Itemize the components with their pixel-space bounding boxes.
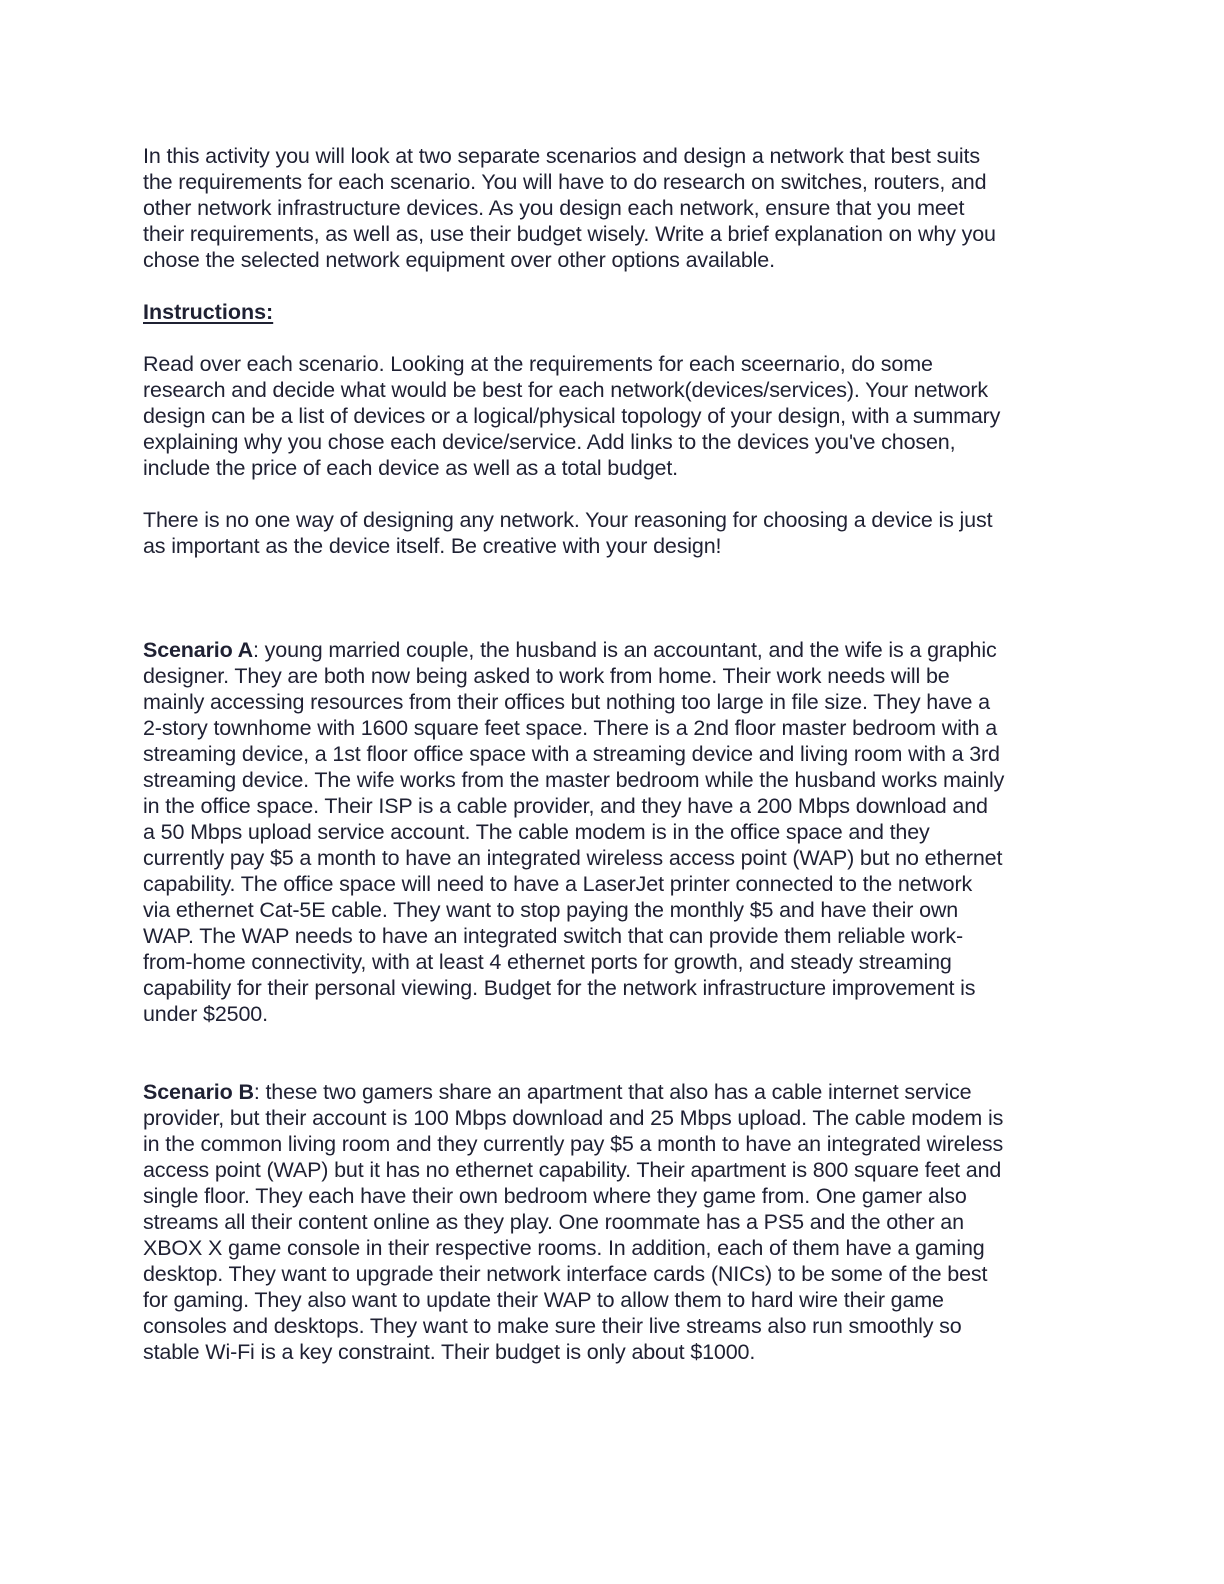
scenario-b-first-line bbox=[143, 1079, 1103, 1105]
intro-line: the requirements for each scenario. You will have to do research on switches, routers, and bbox=[143, 170, 987, 194]
intro-line: In this activity you will look at two separate scenarios and design a network that best suits bbox=[143, 144, 980, 168]
scenario-a-line: under $2500. bbox=[143, 1002, 268, 1026]
scenario-b-line: desktop. They want to upgrade their network interface cards (NICs) to be some of the best bbox=[143, 1262, 988, 1286]
intro-paragraph bbox=[143, 143, 1103, 273]
instructions-line: include the price of each device as well as a total budget. bbox=[143, 456, 678, 480]
intro-line: other network infrastructure devices. As you design each network, ensure that you meet bbox=[143, 196, 965, 220]
intro-line: their requirements, as well as, use their budget wisely. Write a brief explanation on why you bbox=[143, 222, 996, 246]
spacer bbox=[143, 1027, 1103, 1079]
scenario-b-line: access point (WAP) but it has no ethernet capability. Their apartment is 800 square feet and bbox=[143, 1158, 1002, 1182]
instructions-paragraph bbox=[143, 351, 1103, 481]
spacer bbox=[143, 481, 1103, 507]
scenario-a-line: in the office space. Their ISP is a cable provider, and they have a 200 Mbps download and bbox=[143, 794, 988, 818]
scenario-a-line: a 50 Mbps upload service account. The cable modem is in the office space and they bbox=[143, 820, 930, 844]
scenario-a-line: streaming device, a 1st floor office space with a streaming device and living room with a 3rd bbox=[143, 742, 1000, 766]
scenario-b-line: provider, but their account is 100 Mbps download and 25 Mbps upload. The cable modem is bbox=[143, 1106, 1004, 1130]
scenario-a-line: 2-story townhome with 1600 square feet space. There is a 2nd floor master bedroom with a bbox=[143, 716, 998, 740]
spacer bbox=[143, 559, 1103, 637]
scenario-a-label: Scenario A bbox=[143, 638, 254, 662]
scenario-a-line: currently pay $5 a month to have an integrated wireless access point (WAP) but no ethernet bbox=[143, 846, 1003, 870]
scenario-a-line: capability for their personal viewing. Budget for the network infrastructure improvement is bbox=[143, 976, 976, 1000]
instructions-heading: Instructions: bbox=[143, 300, 274, 324]
instructions-line: Read over each scenario. Looking at the requirements for each sceernario, do some bbox=[143, 352, 933, 376]
scenario-b-line: consoles and desktops. They want to make sure their live streams also run smoothly so bbox=[143, 1314, 962, 1338]
scenario-b-line: single floor. They each have their own bedroom where they game from. One gamer also bbox=[143, 1184, 967, 1208]
scenario-b-line: in the common living room and they currently pay $5 a month to have an integrated wireless bbox=[143, 1132, 1004, 1156]
scenario-b-line: for gaming. They also want to update their WAP to allow them to hard wire their game bbox=[143, 1288, 944, 1312]
instructions-line: explaining why you chose each device/service. Add links to the devices you've chosen, bbox=[143, 430, 956, 454]
document-page bbox=[143, 143, 1103, 1365]
scenario-a-line: mainly accessing resources from their offices but nothing too large in file size. They have a bbox=[143, 690, 990, 714]
scenario-a-line: capability. The office space will need to have a LaserJet printer connected to the network bbox=[143, 872, 973, 896]
scenario-a-line: WAP. The WAP needs to have an integrated switch that can provide them reliable work- bbox=[143, 924, 963, 948]
scenario-a-paragraph bbox=[143, 637, 1103, 1027]
scenario-a-line: designer. They are both now being asked to work from home. Their work needs will be bbox=[143, 664, 950, 688]
scenario-a-line: streaming device. The wife works from the master bedroom while the husband works mainly bbox=[143, 768, 1005, 792]
intro-line: chose the selected network equipment over other options available. bbox=[143, 248, 775, 272]
design-note-line: There is no one way of designing any network. Your reasoning for choosing a device is just bbox=[143, 508, 993, 532]
scenario-a-first-line-text: : young married couple, the husband is an accountant, and the wife is a graphic bbox=[253, 638, 997, 662]
spacer bbox=[143, 273, 1103, 299]
scenario-b-label: Scenario B bbox=[143, 1080, 254, 1104]
spacer bbox=[143, 325, 1103, 351]
scenario-b-line: stable Wi-Fi is a key constraint. Their budget is only about $1000. bbox=[143, 1340, 756, 1364]
design-note-paragraph bbox=[143, 507, 1103, 559]
instructions-line: design can be a list of devices or a logical/physical topology of your design, with a summary bbox=[143, 404, 1001, 428]
scenario-b-line: XBOX X game console in their respective rooms. In addition, each of them have a gaming bbox=[143, 1236, 985, 1260]
scenario-b-paragraph bbox=[143, 1079, 1103, 1365]
instructions-line: research and decide what would be best for each network(devices/services). Your network bbox=[143, 378, 989, 402]
scenario-a-first-line bbox=[143, 637, 1103, 663]
scenario-b-first-line-text: : these two gamers share an apartment that also has a cable internet service bbox=[253, 1080, 972, 1104]
scenario-a-line: from-home connectivity, with at least 4 ethernet ports for growth, and steady streaming bbox=[143, 950, 952, 974]
design-note-line: as important as the device itself. Be creative with your design! bbox=[143, 534, 722, 558]
scenario-b-line: streams all their content online as they play. One roommate has a PS5 and the other an bbox=[143, 1210, 964, 1234]
scenario-a-line: via ethernet Cat-5E cable. They want to stop paying the monthly $5 and have their own bbox=[143, 898, 959, 922]
